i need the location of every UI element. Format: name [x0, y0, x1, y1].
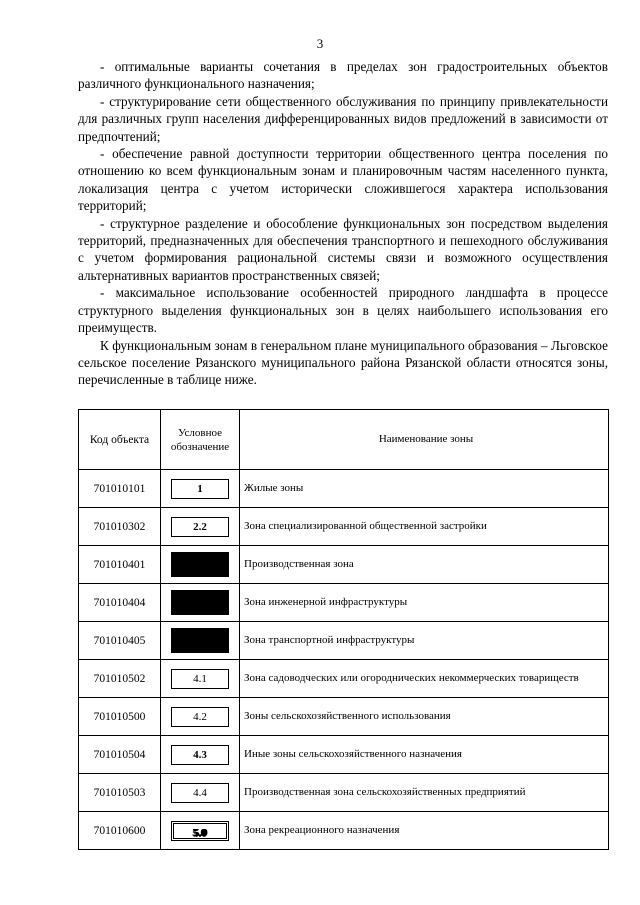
zone-name: Производственная зона: [240, 546, 609, 584]
zone-name: Зона рекреационного назначения: [240, 812, 609, 850]
zone-symbol: [171, 821, 229, 841]
zone-name: Зона транспортной инфраструктуры: [240, 622, 609, 660]
zone-code: 701010600: [79, 812, 161, 850]
zone-symbol-cell: [161, 774, 240, 812]
table-row: [79, 660, 609, 698]
zone-code: 701010502: [79, 660, 161, 698]
zone-symbol-cell: [161, 736, 240, 774]
zone-name: Зона садоводческих или огороднических некоммерческих товариществ: [240, 660, 609, 698]
zone-symbol-cell: [161, 584, 240, 622]
zone-code: 701010503: [79, 774, 161, 812]
header-code: Код объекта: [79, 410, 161, 470]
zone-symbol: 2.2: [171, 517, 229, 537]
zone-code: 701010404: [79, 584, 161, 622]
zone-name: Зоны сельскохозяйственного использования: [240, 698, 609, 736]
zone-symbol: 4.3: [171, 745, 229, 765]
zone-symbol-cell: [161, 660, 240, 698]
header-symbol: Условное обозначение: [161, 410, 240, 470]
table-row: [79, 546, 609, 584]
zone-symbol-cell: [161, 470, 240, 508]
zone-code: 701010302: [79, 508, 161, 546]
paragraph: К функциональным зонам в генеральном плане муниципального образования – Льговское сельское поселение Рязанского муниципального района Рязанской области относятся зоны, перечисленные в таблице ниже.: [78, 337, 608, 388]
zone-symbol: 4.4: [171, 783, 229, 803]
zone-symbol-swatch: [171, 590, 229, 615]
zone-code: 701010500: [79, 698, 161, 736]
zone-code: 701010401: [79, 546, 161, 584]
table-row: [79, 622, 609, 660]
zone-symbol-cell: [161, 546, 240, 584]
table-row: [79, 508, 609, 546]
zone-symbol: 1: [171, 479, 229, 499]
zone-code: 701010101: [79, 470, 161, 508]
zone-name: Иные зоны сельскохозяйственного назначения: [240, 736, 609, 774]
table-row: [79, 736, 609, 774]
zone-code: 701010504: [79, 736, 161, 774]
page-number: 3: [316, 36, 324, 51]
zone-symbol-label: 5.0: [193, 826, 207, 839]
zones-table: [78, 409, 609, 850]
zone-symbol: 4.2: [171, 707, 229, 727]
zone-symbol-swatch: [171, 628, 229, 653]
zone-code: 701010405: [79, 622, 161, 660]
paragraph: - оптимальные варианты сочетания в пределах зон градостроительных объектов различного функционального назначения;: [78, 59, 608, 92]
table-row: [79, 698, 609, 736]
zone-symbol: 4.1: [171, 669, 229, 689]
zone-symbol-cell: [161, 622, 240, 660]
paragraph: - структурное разделение и обособление функциональных зон посредством выделения территорий, предназначенных для обеспечения транспортного и пешеходного обслуживания с учетом формирования рациональной системы связи и возможного осуществления альтернативных вариантов пространственных связей;: [78, 215, 608, 283]
paragraph: - обеспечение равной доступности территории общественного центра поселения по отношению ко всем функциональным зонам и планировочным частям населенного пункта, локализация центра с учетом исторически сложившегося характера использования территорий;: [78, 146, 608, 214]
zone-symbol-cell: [161, 508, 240, 546]
table-row: [79, 774, 609, 812]
table-row: [79, 584, 609, 622]
header-name: Наименование зоны: [240, 410, 609, 470]
zone-symbol-cell: [161, 698, 240, 736]
table-row: [79, 812, 609, 850]
table-row: [79, 470, 609, 508]
body-text: [78, 58, 608, 389]
zone-name: Производственная зона сельскохозяйственных предприятий: [240, 774, 609, 812]
zone-name: Жилые зоны: [240, 470, 609, 508]
zone-name: Зона специализированной общественной застройки: [240, 508, 609, 546]
zone-symbol-cell: [161, 812, 240, 850]
zone-symbol-swatch: [171, 552, 229, 577]
table-header-row: [79, 410, 609, 470]
paragraph: - максимальное использование особенностей природного ландшафта в процессе структурного выделения функциональных зон в целях наибольшего использования его преимуществ.: [78, 285, 608, 336]
paragraph: - структурирование сети общественного обслуживания по принципу привлекательности для различных групп населения дифференцированных видов предложений в зависимости от предпочтений;: [78, 93, 608, 144]
zone-name: Зона инженерной инфраструктуры: [240, 584, 609, 622]
